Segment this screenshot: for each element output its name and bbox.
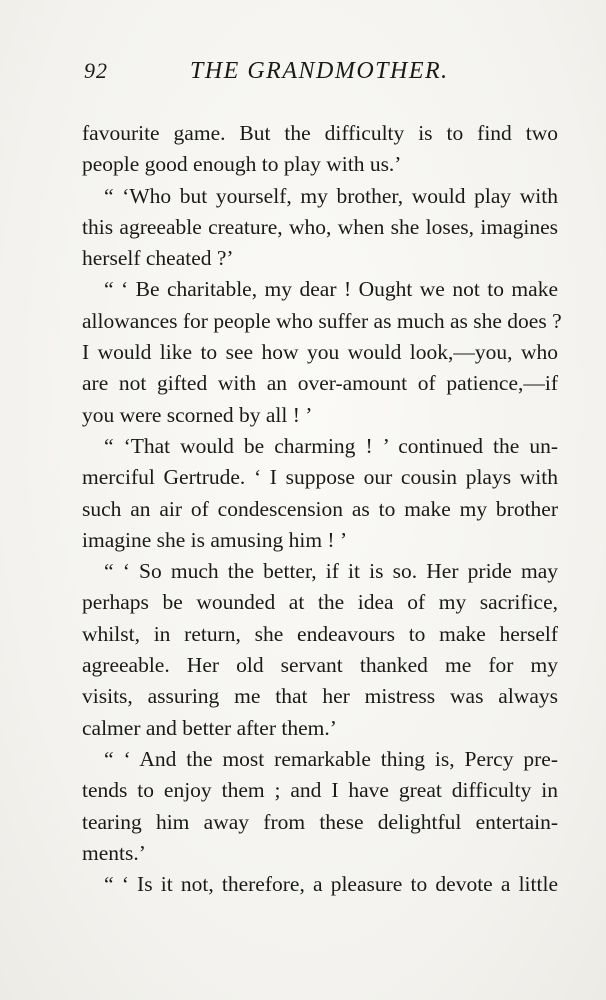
text-line: calmer and better after them.’ <box>82 715 337 740</box>
text-line: such an air of condescension as to make my brother <box>82 496 558 521</box>
text-line: you were scorned by all ! ’ <box>82 402 313 427</box>
text-line: are not gifted with an over-amount of patience,—if <box>82 371 558 396</box>
text-line: whilst, in return, she endeavours to make herself <box>82 621 558 646</box>
page-header <box>78 58 558 98</box>
text-line: allowances for people who suffer as much as she does ? <box>82 308 562 333</box>
running-head: THE GRANDMOTHER. <box>190 58 449 84</box>
text-line: “ ‘Who but yourself, my brother, would play with <box>104 183 558 208</box>
text-line: people good enough to play with us.’ <box>82 152 402 177</box>
text-line: “ ‘ Be charitable, my dear ! Ought we not to make <box>104 277 558 302</box>
text-line: agreeable. Her old servant thanked me for my <box>82 653 558 678</box>
text-line: “ ‘ And the most remarkable thing is, Percy pre- <box>104 746 558 771</box>
text-line: “ ‘ Is it not, therefore, a pleasure to devote a little <box>104 872 558 897</box>
text-line: imagine she is amusing him ! ’ <box>82 527 348 552</box>
text-line: merciful Gertrude. ‘ I suppose our cousin plays with <box>82 465 558 490</box>
text-line: tends to enjoy them ; and I have great difficulty in <box>82 778 558 803</box>
text-line: I would like to see how you would look,—you, who <box>82 340 558 365</box>
text-line: herself cheated ?’ <box>82 246 234 271</box>
text-line: visits, assuring me that her mistress was always <box>82 684 558 709</box>
text-line: perhaps be wounded at the idea of my sacrifice, <box>82 590 558 615</box>
text-line: this agreeable creature, who, when she loses, imagines <box>82 214 558 239</box>
text-line: ments.’ <box>82 840 146 865</box>
text-line: “ ‘That would be charming ! ’ continued the un- <box>104 433 558 458</box>
page-number: 92 <box>84 58 108 83</box>
body-text <box>82 118 562 900</box>
text-line: favourite game. But the difficulty is to find two <box>82 121 558 145</box>
text-line: “ ‘ So much the better, if it is so. Her pride may <box>104 559 558 584</box>
text-line: tearing him away from these delightful entertain- <box>82 809 558 834</box>
